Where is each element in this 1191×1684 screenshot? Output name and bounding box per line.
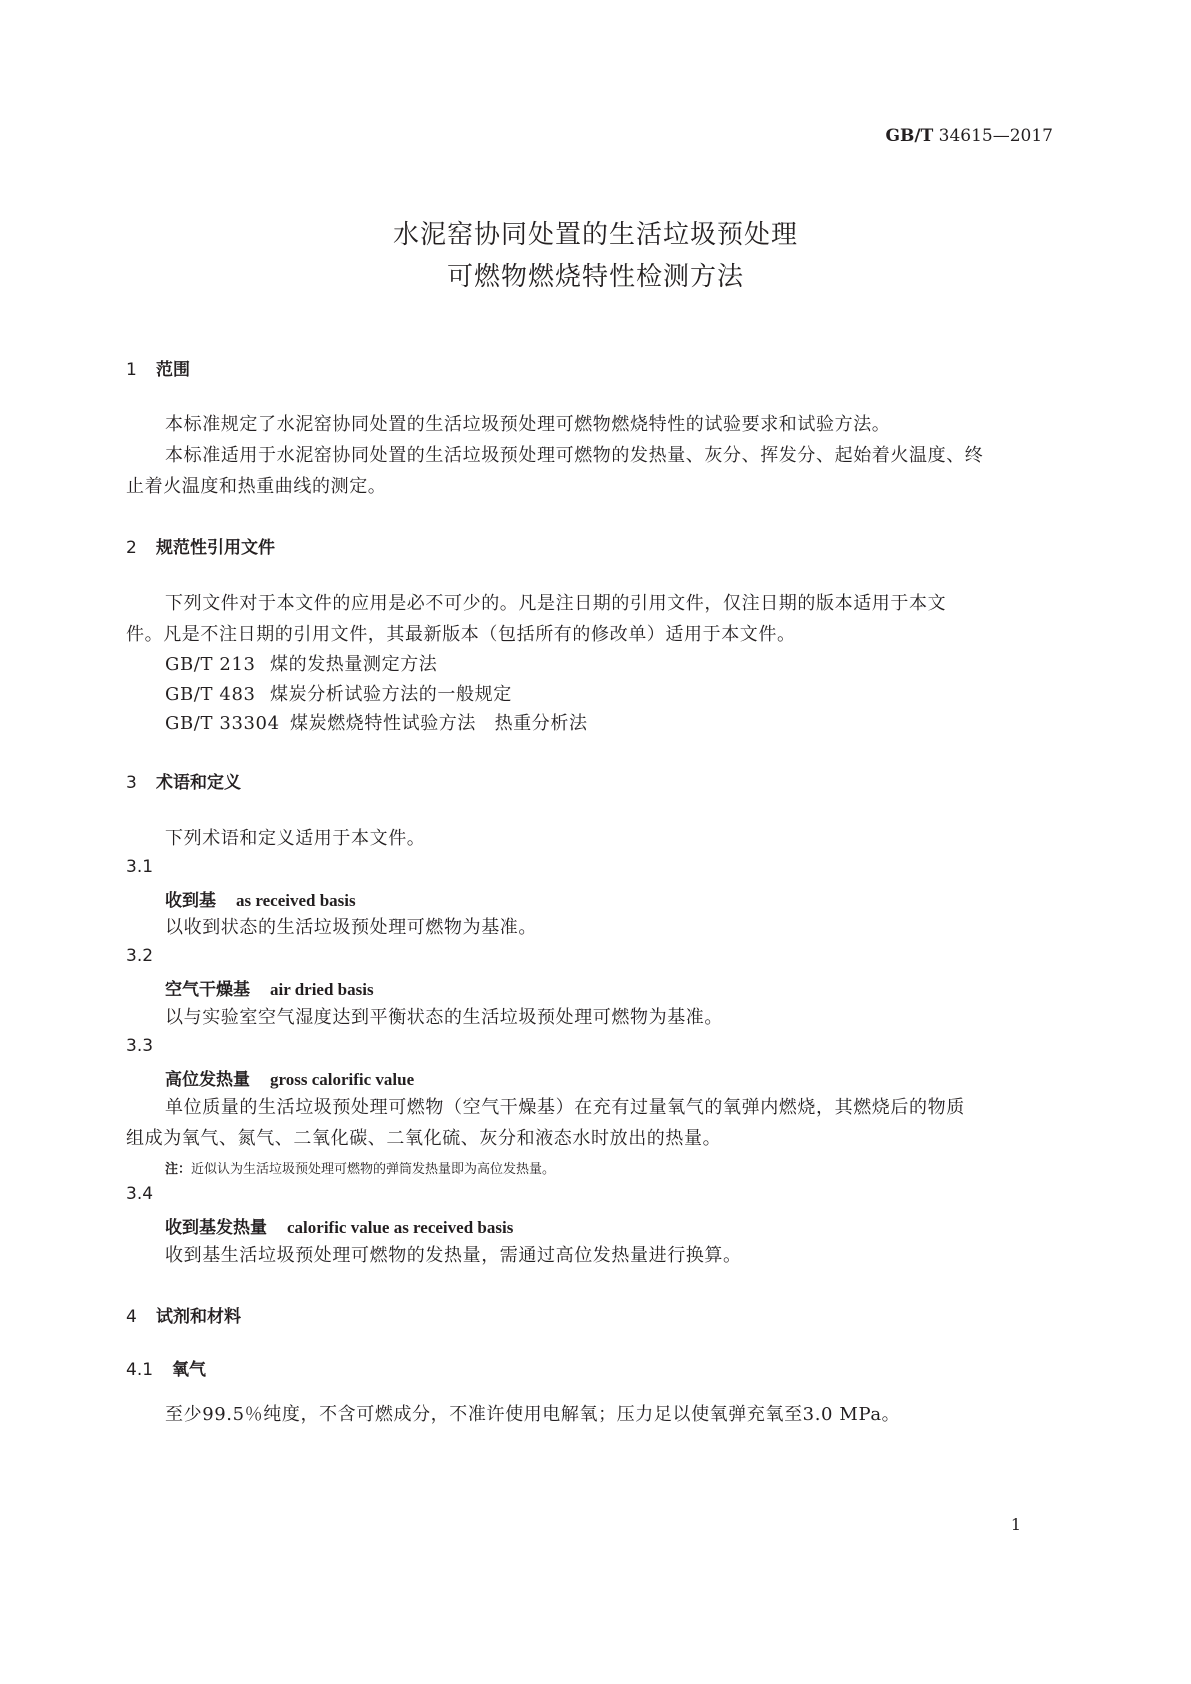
section-title: 范围 xyxy=(156,360,190,380)
section-number: 1 xyxy=(126,360,137,380)
term-english: air dried basis xyxy=(270,980,374,999)
normative-reference xyxy=(165,709,588,735)
term-entry xyxy=(165,1065,414,1090)
note-text: 近似认为生活垃圾预处理可燃物的弹筒发热量即为高位发热量。 xyxy=(191,1162,556,1177)
term-definition: 收到基生活垃圾预处理可燃物的发热量，需通过高位发热量进行换算。 xyxy=(165,1245,742,1266)
clause-number: 3.3 xyxy=(126,1036,154,1056)
paragraph-continuation: 止着火温度和热重曲线的测定。 xyxy=(126,476,387,497)
standard-code xyxy=(886,126,1054,146)
section-title: 试剂和材料 xyxy=(156,1307,241,1327)
paragraph: 至少99.5％纯度，不含可燃成分，不准许使用电解氧；压力足以使氧弹充氧至3.0 MPa。 xyxy=(165,1404,901,1425)
subsection-number: 4.1 xyxy=(126,1360,154,1380)
term-english: as received basis xyxy=(236,891,356,910)
subsection-title: 氧气 xyxy=(172,1360,206,1380)
clause-number: 3.1 xyxy=(126,857,154,877)
term-english: calorific value as received basis xyxy=(287,1218,514,1237)
term-chinese: 空气干燥基 xyxy=(165,980,250,1000)
reference-title: 煤炭燃烧特性试验方法 热重分析法 xyxy=(290,713,588,734)
paragraph-continuation: 件。凡是不注日期的引用文件，其最新版本（包括所有的修改单）适用于本文件。 xyxy=(126,624,796,645)
note-label: 注： xyxy=(165,1162,192,1177)
section-number: 2 xyxy=(126,538,137,558)
term-entry xyxy=(165,975,374,1000)
term-definition: 以收到状态的生活垃圾预处理可燃物为基准。 xyxy=(165,917,537,938)
term-english: gross calorific value xyxy=(270,1070,415,1089)
reference-title: 煤的发热量测定方法 xyxy=(270,654,438,675)
clause-number: 3.4 xyxy=(126,1184,154,1204)
note xyxy=(165,1158,555,1177)
clause-number: 3.2 xyxy=(126,946,154,966)
term-chinese: 收到基发热量 xyxy=(165,1218,267,1238)
term-definition-continuation: 组成为氧气、氮气、二氧化碳、二氧化硫、灰分和液态水时放出的热量。 xyxy=(126,1128,722,1149)
document-title-line-1: 水泥窑协同处置的生活垃圾预处理 xyxy=(392,220,798,250)
section-title: 规范性引用文件 xyxy=(156,538,275,558)
section-number: 4 xyxy=(126,1307,137,1327)
term-definition: 单位质量的生活垃圾预处理可燃物（空气干燥基）在充有过量氧气的氧弹内燃烧，其燃烧后的物质 xyxy=(165,1097,965,1118)
term-definition: 以与实验室空气湿度达到平衡状态的生活垃圾预处理可燃物为基准。 xyxy=(165,1007,723,1028)
paragraph: 本标准适用于水泥窑协同处置的生活垃圾预处理可燃物的发热量、灰分、挥发分、起始着火温度、终 xyxy=(165,445,984,466)
section-4-heading xyxy=(126,1302,241,1327)
term-chinese: 收到基 xyxy=(165,891,216,911)
term-chinese: 高位发热量 xyxy=(165,1070,250,1090)
section-2-heading xyxy=(126,533,275,558)
term-entry xyxy=(165,886,356,911)
reference-code: GB/T 213 xyxy=(165,654,256,675)
document-title-line-2: 可燃物燃烧特性检测方法 xyxy=(446,262,744,292)
page-number: 1 xyxy=(1010,1515,1021,1534)
paragraph: 下列文件对于本文件的应用是必不可少的。凡是注日期的引用文件，仅注日期的版本适用于本文 xyxy=(165,593,947,614)
section-number: 3 xyxy=(126,773,137,793)
paragraph: 本标准规定了水泥窑协同处置的生活垃圾预处理可燃物燃烧特性的试验要求和试验方法。 xyxy=(165,414,891,435)
reference-title: 煤炭分析试验方法的一般规定 xyxy=(270,684,512,705)
section-title: 术语和定义 xyxy=(156,773,241,793)
subsection-4-1-heading xyxy=(126,1355,206,1380)
section-1-heading xyxy=(126,355,190,380)
normative-reference xyxy=(165,650,437,676)
normative-reference xyxy=(165,680,512,706)
standard-prefix: GB/T xyxy=(885,126,934,146)
paragraph: 下列术语和定义适用于本文件。 xyxy=(165,828,426,849)
reference-code: GB/T 483 xyxy=(165,684,256,705)
term-entry xyxy=(165,1213,513,1238)
reference-code: GB/T 33304 xyxy=(165,713,280,734)
section-3-heading xyxy=(126,768,241,793)
standard-number: 34615—2017 xyxy=(938,126,1053,146)
